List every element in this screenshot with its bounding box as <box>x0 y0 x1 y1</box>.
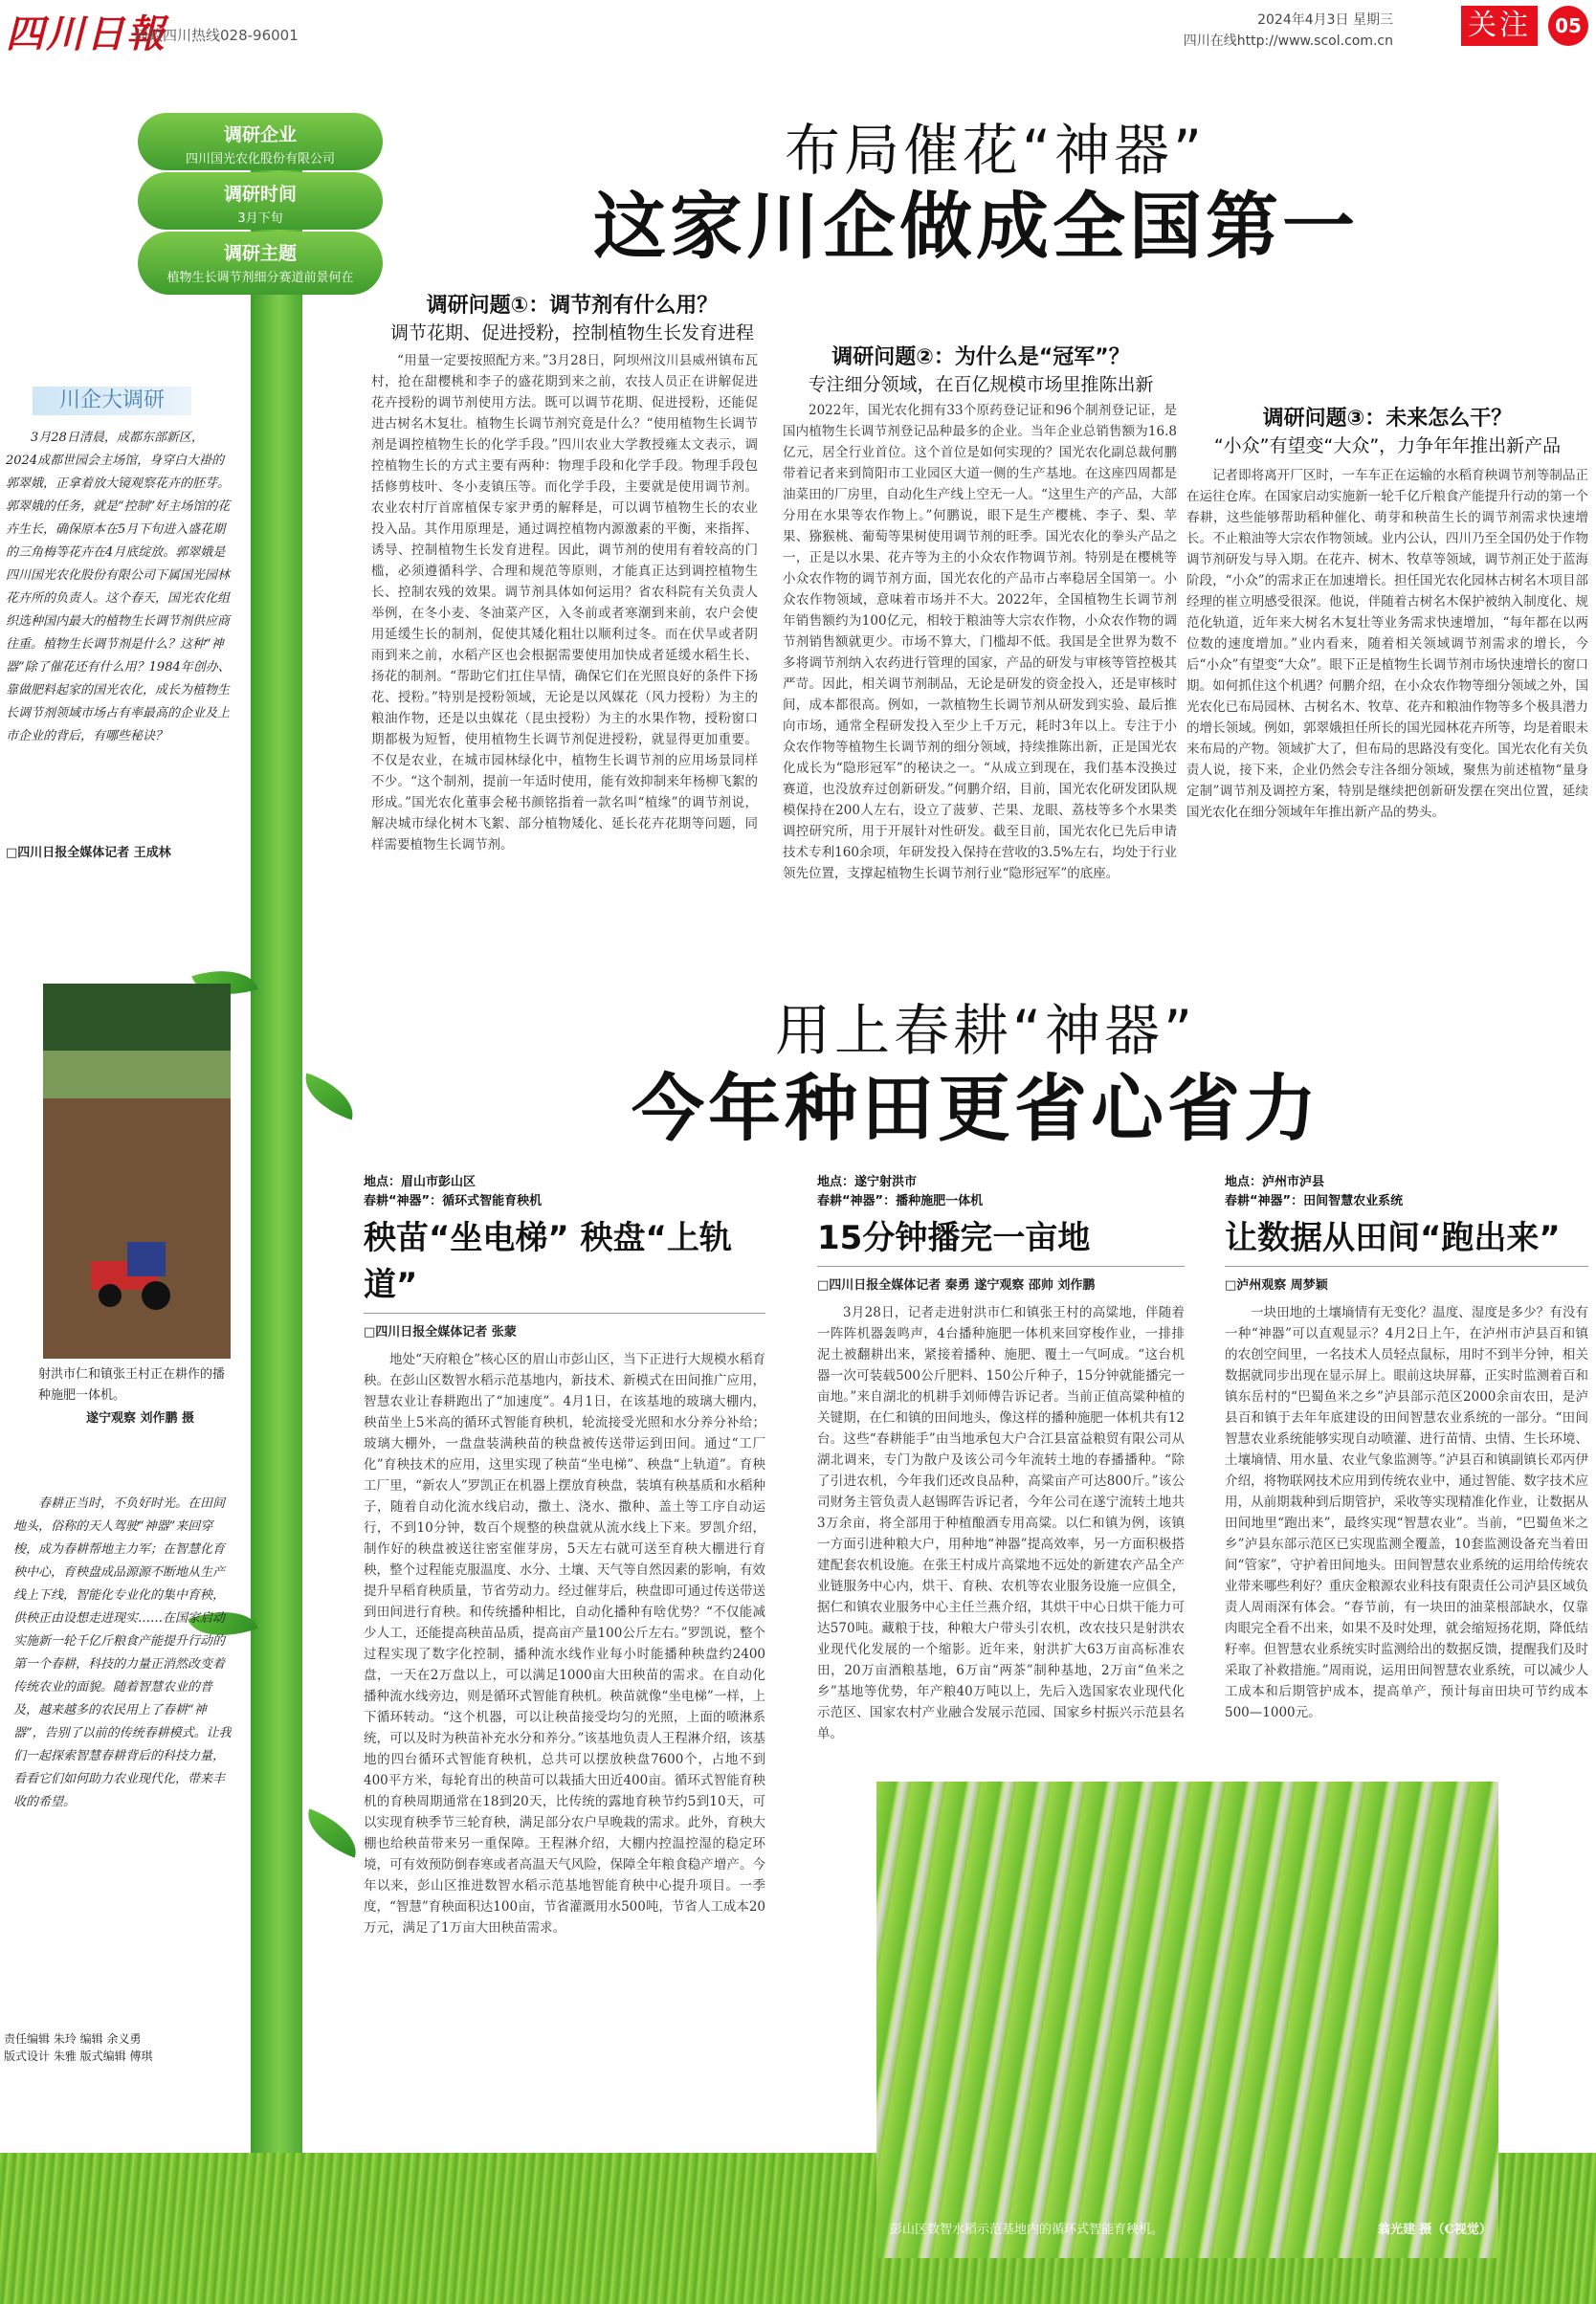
question-title: 调研问题②：为什么是“冠军”？ <box>831 345 1130 369</box>
divider <box>364 1313 765 1314</box>
divider <box>817 1266 1185 1267</box>
divider <box>1225 1266 1588 1267</box>
story-3 <box>1225 1173 1588 1761</box>
pill-sub: 植物生长调节剂细分赛道前景何在 <box>166 271 354 285</box>
question-subtitle: 调节花期、促进授粉，控制植物生长发育进程 <box>389 322 754 343</box>
section-label: 关注 <box>1461 6 1538 46</box>
pill-title: 调研企业 <box>223 124 297 145</box>
intro-byline: □四川日报全媒体记者 王成林 <box>6 846 171 860</box>
article-column-2: 2022年，国光农化拥有33个原药登记证和96个制剂登记证，是国内植物生长调节剂登记品种最多的企业。当年企业总销售额为16.8亿元，居全行业首位。这个首位是如何实现的？国光农化副总裁何鹏带着记者来到简阳市工业园区大道一侧的生产基地。在这座四周都是油菜田的厂房里，自动化生产线上空无一人。“这里生产的产品，大部分用在水果等农作物上。”何鹏说，眼下是生产樱桃、李子、梨、苹果、猕猴桃、葡萄等果树使用调节剂的旺季。国光农化的拳头产品之一，正是以水果、花卉等为主的小众农作物调节剂。特别是在樱桃等小众农作物的调节剂方面，国光农化的产品市占率稳居全国第一。小众农作物领域，意味着市场并不大。2022年，全国植物生长调节剂年销售额约为100亿元，相较于粮油等大宗农作物，小众农作物的调节剂销售额就更少。市场不算大，门槛却不低。我国是全世界为数不多将调节剂纳入农药进行管理的国家，产品的研发与审核等管控极其严苛。因此，相关调节剂制品，无论是研发的资金投入，还是审核时间，成本都很高。例如，一款植物生长调节剂从研发到实验、最后推向市场，通常全程研发投入至少上千万元，耗时3年以上。专注于小众农作物等植物生长调节剂的细分领域，持续推陈出新，正是国光农化成长为“隐形冠军”的秘诀之一。“从成立到现在，我们基本没换过赛道，也没放弃过创新研发。”何鹏介绍，目前，国光农化研发团队规模保持在200人左右，设立了菠萝、芒果、龙眼、荔枝等多个水果类调控研究所，用于开展针对性研发。截至目前，国光农化已先后申请技术专利160余项，年研发投入保持在营收的3.5%左右，均处于行业领先位置，支撑起植物生长调节剂行业“隐形冠军”的底座。 <box>783 403 1177 881</box>
headline-1-main: 这家川企做成全国第一 <box>593 184 1359 269</box>
pill-title: 调研时间 <box>223 184 297 205</box>
photo1-credit: 遂宁观察 刘作鹏 摄 <box>86 1411 195 1426</box>
issue-date: 2024年4月3日 星期三 <box>1257 12 1393 28</box>
credit-line: 版式设计 朱雅 版式编辑 傅琪 <box>4 2049 153 2063</box>
story-tool: 春耕“神器”：播种施肥一体机 <box>817 1194 984 1208</box>
page-number: 05 <box>1548 6 1588 46</box>
story-tool: 春耕“神器”：循环式智能育秧机 <box>364 1194 543 1208</box>
photo2-caption: 彭山区数智水稻示范基地内的循环式智能育秧机。 <box>890 2223 1164 2237</box>
question-3 <box>1186 402 1588 457</box>
pill-title: 调研主题 <box>223 243 297 264</box>
question-title: 调研问题①：调节剂有什么用？ <box>426 294 719 318</box>
pill-sub: 3月下旬 <box>237 211 283 226</box>
seedling-photo <box>876 1782 1498 2258</box>
question-subtitle: “小众”有望变“大众”，力争年年推出新产品 <box>1213 435 1562 456</box>
site-url: 四川在线http://www.scol.com.cn <box>1183 33 1393 49</box>
photo2-credit: 翁光建 摄（C视觉） <box>1378 2223 1492 2237</box>
story-body: 一块田地的土壤墒情有无变化？温度、湿度是多少？有没有一种“神器”可以直观显示？4月2日上午，在泸州市泸县百和镇的农创空间里，一名技术人员轻点鼠标，用时不到半分钟，相关数据就同步出现在显示屏上。眼前这块屏幕，正实时监测着百和镇东岳村的“巴蜀鱼米之乡”泸县部示范区2000余亩农田，是泸县百和镇于去年年底建设的田间智慧农业系统的一部分。“田间智慧农业系统能够实现自动喷灌、进行苗情、虫情、生长环境、土壤墒情、用水量、农业气象监测等。”泸县百和镇副镇长邓丙伊介绍，将物联网技术应用到传统农业中，通过智能、数字技术应用，从前期栽种到后期管护，采收等实现精准化作业，让数据从田间地里“跑出来”，最终实现“智慧农业”。当前，“巴蜀鱼米之乡”泸县东部示范区已实现监测全覆盖，10套监测设备充当着田间“管家”，守护着田间地头。田间智慧农业系统的运用给传统农业带来哪些利好？重庆金粮源农业科技有限责任公司泸县区域负责人周雨深有体会。“春节前，有一块田的油菜根部缺水，仅靠肉眼完全看不出来，如果不及时处理，就会缩短扬花期，降低结籽率。但智慧农业系统实时监测给出的数据反馈，提醒我们及时采取了补救措施。”周雨说，运用田间智慧农业系统，可以减少人工成本和后期管护成本，提高单产，预计每亩田块可节约成本500—1000元。 <box>1225 1305 1588 1720</box>
story-headline: 秧苗“坐电梯” 秧盘“上轨道” <box>364 1219 732 1304</box>
leaf-graphic <box>298 1074 362 1120</box>
story-place: 地点：遂宁射洪市 <box>817 1175 918 1189</box>
story-place: 地点：眉山市彭山区 <box>364 1175 477 1189</box>
pill-sub: 四川国光农化股份有限公司 <box>185 152 335 166</box>
dateline <box>1184 10 1393 52</box>
column-tag: 川企大调研 <box>33 387 191 415</box>
info-pill <box>138 113 383 170</box>
photo1-caption: 射洪市仁和镇张王村正在耕作的播种施肥一体机。 <box>38 1367 226 1403</box>
story-headline: 15分钟播完一亩地 <box>817 1219 1091 1257</box>
article-column-1: “用量一定要按照配方来。”3月28日，阿坝州汶川县威州镇布瓦村，抢在甜樱桃和李子的盛花期到来之前，农技人员正在讲解促进花卉授粉的调节剂使用方法。既可以调节花期、促进授粉，还能促进古树名木复壮。植物生长调节剂究竟是什么？“使用植物生长调节剂是调控植物生长的化学手段。”四川农业大学教授雍太文表示，调控植物生长的方式主要有两种：物理手段和化学手段。物理手段包括修剪枝叶、冬小麦镇压等。而化学手段，主要就是使用调节剂。农业农村厅首席植保专家尹勇的解释是，可以调节植物生长的农业投入品。其作用原理是，通过调控植物内源激素的平衡，来指挥、诱导、控制植物生长发育进程。因此，调节剂的使用有着较高的门槛，必须遵循科学、合理和规范等原则，才能真正达到调控植物生长、控制农残的效果。调节剂具体如何运用？省农科院有关负责人举例，在冬小麦、冬油菜产区，入冬前或者寒潮到来前，农户会使用延缓生长的制剂，促使其矮化粗壮以顺利过冬。而在伏旱或者阴雨到来之前，水稻产区也会根据需要使用加快成者延缓水稻生长、扬花的制剂。“帮助它们扛住旱情，确保它们在光照良好的条件下扬花、授粉。”特别是授粉领域，无论是以风媒花（风力授粉）为主的粮油作物，还是以虫媒花（昆虫授粉）为主的水果作物，授粉窗口期都极为短暂，使用植物生长调节剂促进授粉，就显得更加重要。不仅是农业，在城市园林绿化中，植物生长调节剂的应用场景同样不少。“这个制剂，提前一年适时使用，能有效抑制来年杨柳飞絮的形成。”国光农化董事会秘书颜铭指着一款名叫“植缘”的调节剂说，解决城市绿化树木飞絮、部分植物矮化、延长花卉花期等问题，同样需要植物生长调节剂。 <box>371 353 758 853</box>
story-body: 地处“天府粮仓”核心区的眉山市彭山区，当下正进行大规模水稻育秧。在彭山区数智水稻示范基地内，新技术、新模式在田间推广应用，智慧农业让春耕跑出了“加速度”。4月1日，在该基地的玻璃大棚内，秧苗坐上5米高的循环式智能育秧机，轮流接受光照和水分养分补给；玻璃大棚外，一盘盘装满秧苗的秧盘被传送带运到田间。通过“工厂化”育秧技术的应用，这里实现了秧苗“坐电梯”、秧盘“上轨道”。育秧工厂里，“新农人”罗凯正在机器上摆放育秧盘，装填有秧基质和水稻种子，随着自动化流水线启动，撒土、浇水、撒种、盖土等工序自动运行，不到10分钟，数百个规整的秧盘就从流水线上下来。罗凯介绍，制作好的秧盘被送往密室催芽房，5天左右就可送至育秧大棚进行育秧，整个过程能克服温度、水分、土壤、天气等自然因素的影响，有效提升早稻育秧质量，节省劳动力。经过催芽后，秧盘即可通过传送带送到田间进行育秧。和传统播种相比，自动化播种有啥优势？“不仅能减少人工，还能提高秧苗品质，提高亩产量100公斤左右。”罗凯说，整个过程实现了数字化控制，播种流水线作业每小时能播种秧盘约2400盘，一天在2万盘以上，可以满足1000亩大田秧苗的需求。在自动化播种流水线旁边，则是循环式智能育秧机。秧苗就像“坐电梯”一样，上下循环转动。“这个机器，可以让秧苗接受均匀的光照，上面的喷淋系统，可以及时为秧苗补充水分和养分。”该基地负责人王程淋介绍，该基地的四台循环式智能育秧机，总共可以摆放秧盘7600个，占地不到400平方米，每轮育出的秧苗可以栽插大田近400亩。循环式智能育秧机的育秧周期通常在18到20天，比传统的露地育秧节约5到10天，可以实现育秧季节三轮育秧，满足部分农户早晚栽的需求。此外，育秧大棚也给秧苗带来另一重保障。王程淋介绍，大棚内控温控湿的稳定环境，可有效预防倒春寒或者高温天气风险，保障全年粮食稳产增产。今年以来，彭山区推进数智水稻示范基地智能育秧中心提升项目。一季度，“智慧”育秧面积达100亩，节省灌溉用水500吨，节省人工成本20万元，满足了1万亩大田秧苗需求。 <box>364 1352 765 1936</box>
story-1 <box>364 1173 765 2095</box>
story-2 <box>817 1173 1185 1800</box>
story-byline: □四川日报全媒体记者 张蒙 <box>364 1325 517 1340</box>
headline-2-kicker: 用上春耕“神器” <box>775 998 1197 1063</box>
credit-line: 责任编辑 朱玲 编辑 余义勇 <box>4 2032 142 2046</box>
story-place: 地点：泸州市泸县 <box>1225 1175 1325 1189</box>
question-1 <box>371 289 773 344</box>
info-pill <box>138 232 383 295</box>
info-pill <box>138 172 383 230</box>
question-2 <box>783 341 1179 396</box>
headline-1-kicker: 布局催花“神器” <box>785 118 1207 183</box>
story-headline: 让数据从田间“跑出来” <box>1225 1219 1561 1257</box>
editor-credits <box>4 2030 152 2065</box>
story-body: 3月28日，记者走进射洪市仁和镇张王村的高粱地，伴随着一阵阵机器轰鸣声，4台播种施肥一体机来回穿梭作业，一排排泥土被翻耕出来，紧接着播种、施肥、覆土一气呵成。“这台机器一次可装载500公斤肥料、150公斤种子，15分钟就能播完一亩地。”来自湖北的机耕手刘师傅告诉记者。当前正值高粱种植的关键期，在仁和镇的田间地头，像这样的播种施肥一体机共有12台。这些“春耕能手”由当地承包大户合江县富益粮贸有限公司从湖北调来，专门为散户及该公司今年流转土地的春播播种。“除了引进农机，今年我们还改良品种，高粱亩产可达800斤。”该公司财务主管负责人赵锡晖告诉记者，今年公司在遂宁流转土地共3万余亩，将全部用于种植酿酒专用高粱。以仁和镇为例，该镇一方面引进种粮大户，用种地“神器”提高效率，另一方面积极搭建配套农机设施。在张王村成片高粱地不远处的新建农产品全产业链服务中心内，烘干、育秧、农机等农业服务设施一应俱全，据仁和镇农业服务中心主任兰燕介绍，其烘干中心日烘干能力可达570吨。藏粮于技，种粮大户带头引农机，改农技只是射洪农业现代化发展的一个缩影。近年来，射洪扩大63万亩高标准农田，20万亩酒粮基地，6万亩“两茶”制种基地，2万亩“鱼米之乡”基地等优势，年产粮40万吨以上，先后入选国家农业现代化示范区、国家农村产业融合发展示范园、国家乡村振兴示范县名单。 <box>817 1305 1185 1741</box>
story-byline: □泸州观察 周梦颖 <box>1225 1278 1328 1293</box>
plant-stalk-graphic <box>251 134 302 2153</box>
story-tool: 春耕“神器”：田间智慧农业系统 <box>1225 1194 1404 1208</box>
question-title: 调研问题③：未来怎么干？ <box>1262 407 1513 431</box>
question-subtitle: 专注细分领域，在百亿规模市场里推陈出新 <box>808 374 1154 395</box>
spring-intro-text: 春耕正当时，不负好时光。在田间地头，俗称的天人驾驶“神器”来回穿梭，成为春耕帮地主力军；在智慧化育秧中心，育秧盘成品源源不断地从生产线上下线，智能化专业化的集中育秧，供秧正由设想走进现实……在国家启动实施新一轮千亿斤粮食产能提升行动的第一个春耕，科技的力量正消然改变着传统农业的面貌。随着智慧农业的普及，越来越多的农民用上了春耕“神器”，告别了以前的传统春耕模式。让我们一起探索智慧春耕背后的科技力量，看看它们如何助力农业现代化，带来丰收的希望。 <box>13 1496 232 1809</box>
hotline-text: 问政四川热线028-96001 <box>134 27 299 44</box>
headline-2-main: 今年种田更省心省力 <box>632 1066 1320 1151</box>
story-byline: □四川日报全媒体记者 秦勇 遂宁观察 邵帅 刘作鹏 <box>817 1278 1096 1293</box>
tractor-photo <box>43 984 231 1359</box>
intro-text: 3月28日清晨，成都东部新区，2024成都世园会主场馆，身穿白大褂的郭翠娥，正拿着放大镜观察花卉的胚芽。郭翠娥的任务，就是“控制”好主场馆的花卉生长，确保原本在5月下旬进入盛花期的三角梅等花卉在4月底绽放。郭翠娥是四川国光农化股份有限公司下属国光园林花卉所的负责人。这个春天，国光农化组织选种国内最大的植物生长调节剂供应商往重。植物生长调节剂是什么？这种“神器”除了催花还有什么用？1984年创办、靠做肥料起家的国光农化，成长为植物生长调节剂领域市场占有率最高的企业及上市企业的背后，有哪些秘诀？ <box>6 431 231 743</box>
article-column-3: 记者即将离开厂区时，一车车正在运输的水稻育秧调节剂等制品正在运往仓库。在国家启动实施新一轮千亿斤粮食产能提升行动的第一个春耕，这些能够帮助稻种催化、萌芽和秧苗生长的调节剂需求快速增长。不止粮油等大宗农作物领域。业内公认，四川乃至全国仍处于作物调节剂研发与导入期。在花卉、树木、牧草等领域，调节剂正处于蓝海阶段，“小众”的需求正在加速增长。担任国光农化园林古树名木项目部经理的崔立明感受很深。他说，伴随着古树名木保护被纳入制度化、规范化轨道，近年来大树名木复壮等业务需求快速增加，“每年都在以两位数的速度增加。”业内看来，随着相关领域调节剂需求的增长，今后“小众”有望变“大众”。眼下正是植物生长调节剂市场快速增长的窗口期。如何抓住这个机遇？何鹏介绍，在小众农作物等细分领域之外，国光农化已布局园林、古树名木、牧草、花卉和粮油作物等多个极具潜力的增长领域。例如，郭翠娥担任所长的国光园林花卉所等，均是着眼未来布局的产物。领域扩大了，但布局的思路没有变化。国光农化有关负责人说，接下来，企业仍然会专注各细分领域，聚焦为前述植物“量身定制”调节剂及调控方案，特别是继续把创新研发摆在突出位置，延续国光农化在细分领域年年推出新产品的势头。 <box>1186 468 1588 820</box>
leaf-graphic <box>299 1808 365 1857</box>
newspaper-logo: 四川日報 <box>6 11 166 56</box>
